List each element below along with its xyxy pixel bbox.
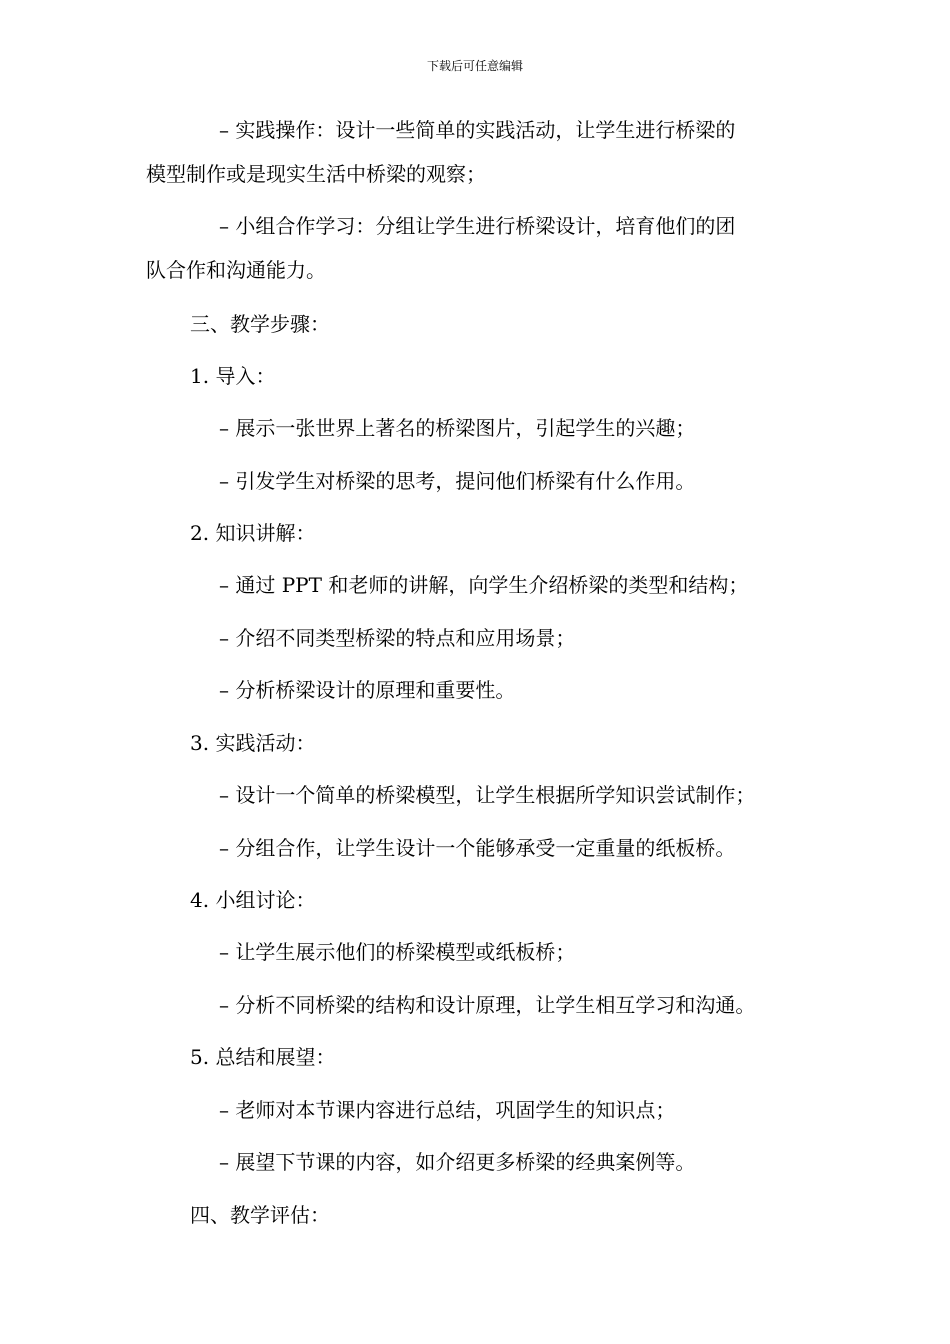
step-1-bullet-2: – 引发学生对桥梁的思考，提问他们桥梁有什么作用。 [219,469,696,493]
section-heading-evaluation: 四、教学评估： [190,1203,330,1227]
bullet-group-learning-cont: 队合作和沟通能力。 [146,258,326,282]
step-5-bullet-1: – 老师对本节课内容进行总结，巩固学生的知识点； [219,1098,676,1122]
section-heading-steps: 三、教学步骤： [190,312,330,336]
step-2-bullet-2: – 介绍不同类型桥梁的特点和应用场景； [219,626,576,650]
step-2-heading: 2. 知识讲解： [190,521,316,545]
bullet-group-learning: – 小组合作学习：分组让学生进行桥梁设计，培育他们的团 [219,214,736,238]
step-3-heading: 3. 实践活动： [190,731,316,755]
step-2-bullet-1: – 通过 PPT 和老师的讲解，向学生介绍桥梁的类型和结构； [219,573,749,597]
step-3-bullet-2: – 分组合作，让学生设计一个能够承受一定重量的纸板桥。 [219,836,736,860]
step-2-bullet-3: – 分析桥梁设计的原理和重要性。 [219,678,516,702]
step-4-heading: 4. 小组讨论： [190,888,316,912]
step-5-heading: 5. 总结和展望： [190,1045,336,1069]
bullet-practice-operation-cont: 模型制作或是现实生活中桥梁的观察； [146,162,486,186]
step-4-bullet-1: – 让学生展示他们的桥梁模型或纸板桥； [219,940,576,964]
bullet-practice-operation: – 实践操作：设计一些简单的实践活动，让学生进行桥梁的 [219,118,736,142]
step-5-bullet-2: – 展望下节课的内容，如介绍更多桥梁的经典案例等。 [219,1150,696,1174]
step-4-bullet-2: – 分析不同桥梁的结构和设计原理，让学生相互学习和沟通。 [219,993,756,1017]
step-1-heading: 1. 导入： [190,364,276,388]
page-header: 下载后可任意编辑 [426,59,523,73]
step-1-bullet-1: – 展示一张世界上著名的桥梁图片，引起学生的兴趣； [219,416,696,440]
step-3-bullet-1: – 设计一个简单的桥梁模型，让学生根据所学知识尝试制作； [219,783,756,807]
